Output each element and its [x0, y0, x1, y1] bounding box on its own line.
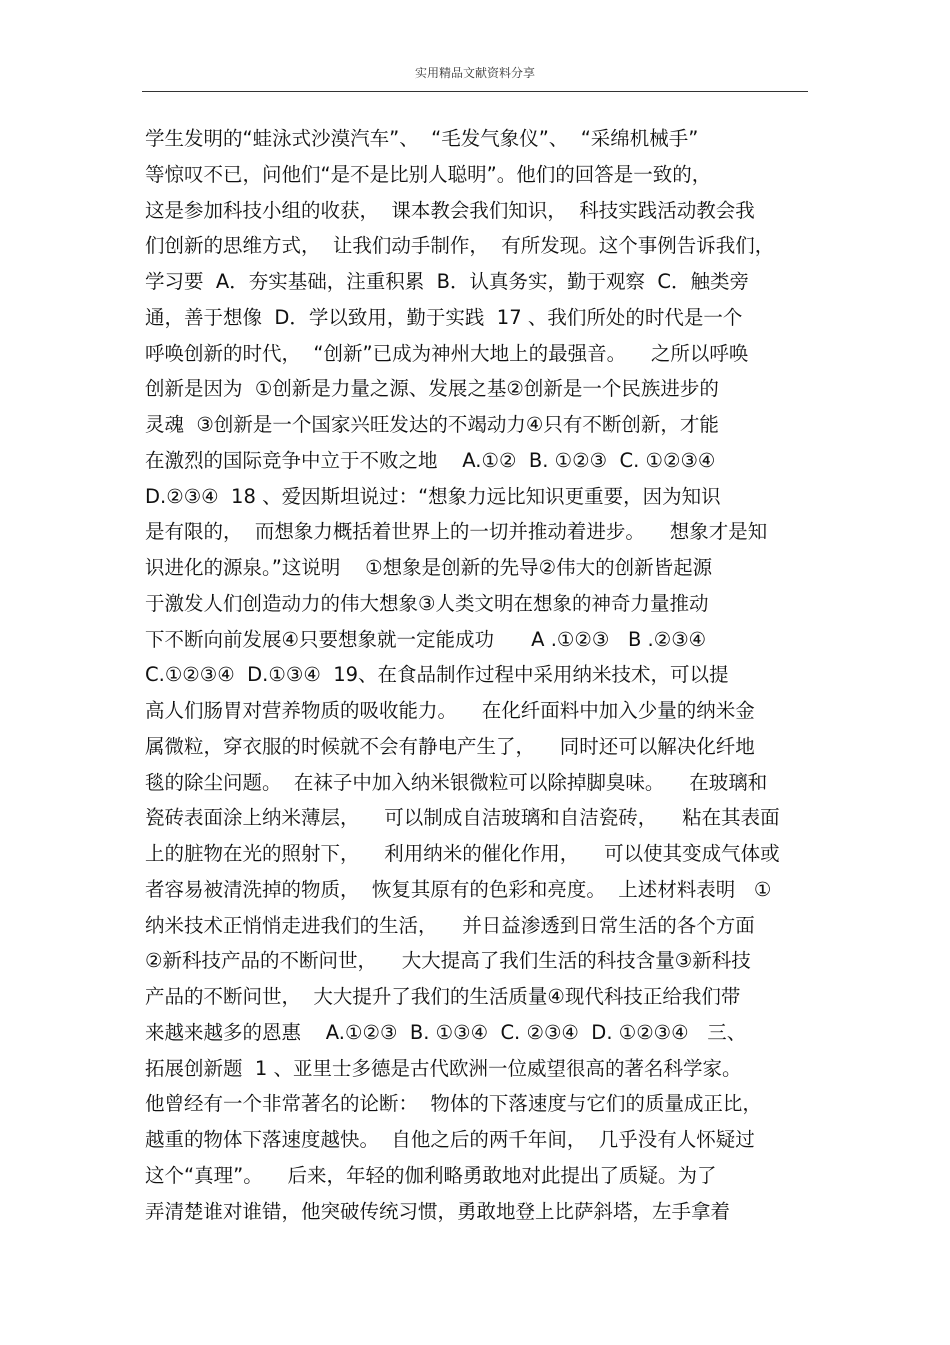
text-line: 呼唤创新的时代， “创新”已成为神州大地上的最强音。 之所以呼唤 — [145, 341, 749, 365]
header-divider — [142, 91, 808, 92]
text-line: 者容易被清洗掉的物质， 恢复其原有的色彩和亮度。 上述材料表明 ① — [145, 877, 772, 901]
text-line: C.①②③④ D.①③④ 19、在食品制作过程中采用纳米技术，可以提 — [145, 663, 729, 687]
text-line: 弄清楚谁对谁错，他突破传统习惯，勇敢地登上比萨斜塔，左手拿着 — [145, 1199, 731, 1223]
text-line: 瓷砖表面涂上纳米薄层， 可以制成自洁玻璃和自洁瓷砖， 粘在其表面 — [145, 806, 780, 830]
text-line: 这是参加科技小组的收获， 课本教会我们知识， 科技实践活动教会我 — [145, 198, 755, 222]
text-line: 毯的除尘问题。 在袜子中加入纳米银微粒可以除掉脚臭味。 在玻璃和 — [145, 770, 768, 794]
text-line: 们创新的思维方式， 让我们动手制作， 有所发现。这个事例告诉我们， — [145, 234, 775, 258]
text-line: 属微粒，穿衣服的时候就不会有静电产生了， 同时还可以解决化纤地 — [145, 734, 755, 758]
text-line: 高人们肠胃对营养物质的吸收能力。 在化纤面料中加入少量的纳米金 — [145, 699, 755, 722]
text-line: 在激烈的国际竞争中立于不败之地 A.①② B. ①②③ C. ①②③④ — [145, 448, 716, 472]
page-header: 实用精品文献资料分享 — [414, 66, 535, 80]
text-line: 产品的不断问世， 大大提升了我们的生活质量④现代科技正给我们带 — [145, 985, 741, 1008]
text-line: 拓展创新题 1 、亚里士多德是古代欧洲一位威望很高的著名科学家。 — [145, 1056, 742, 1080]
text-line: 灵魂 ③创新是一个国家兴旺发达的不竭动力④只有不断创新，才能 — [145, 413, 719, 436]
text-line: 上的脏物在光的照射下， 利用纳米的催化作用， 可以使其变成气体或 — [145, 842, 780, 865]
text-line: 识进化的源泉。”这说明 ①想象是创新的先导②伟大的创新皆起源 — [145, 556, 713, 579]
body-text — [145, 121, 813, 1229]
text-line: 来越来越多的恩惠 A.①②③ B. ①③④ C. ②③④ D. ①②③④ 三、 — [145, 1020, 747, 1044]
text-line: 是有限的， 而想象力概括着世界上的一切并推动着进步。 想象才是知 — [145, 520, 768, 544]
text-line: 下不断向前发展④只要想象就一定能成功 A .①②③ B .②③④ — [145, 627, 707, 651]
text-line: 学习要 A．夯实基础，注重积累 B．认真务实，勤于观察 C．触类旁 — [145, 270, 750, 293]
text-line: 等惊叹不已，问他们“是不是比别人聪明”。他们的回答是一致的， — [145, 162, 712, 186]
text-line: 学生发明的“蛙泳式沙漠汽车”、 “毛发气象仪”、 “采绵机械手” — [145, 127, 699, 150]
text-line: 越重的物体下落速度越快。 自他之后的两千年间， 几乎没有人怀疑过 — [145, 1128, 755, 1151]
text-line: ②新科技产品的不断问世， 大大提高了我们生活的科技含量③新科技 — [145, 949, 751, 973]
text-line: 这个“真理”。 后来，年轻的伽利略勇敢地对此提出了质疑。为了 — [145, 1163, 717, 1187]
text-line: 他曾经有一个非常著名的论断： 物体的下落速度与它们的质量成正比， — [145, 1092, 762, 1116]
text-line: D.②③④ 18 、爱因斯坦说过：“想象力远比知识更重要，因为知识 — [145, 484, 721, 508]
text-line: 创新是因为 ①创新是力量之源、发展之基②创新是一个民族进步的 — [145, 377, 719, 401]
text-line: 于激发人们创造动力的伟大想象③人类文明在想象的神奇力量推动 — [145, 591, 709, 615]
text-line: 通，善于想像 D．学以致用，勤于实践 17 、我们所处的时代是一个 — [145, 305, 743, 329]
text-line: 纳米技术正悄悄走进我们的生活， 并日益渗透到日常生活的各个方面 — [145, 913, 755, 937]
